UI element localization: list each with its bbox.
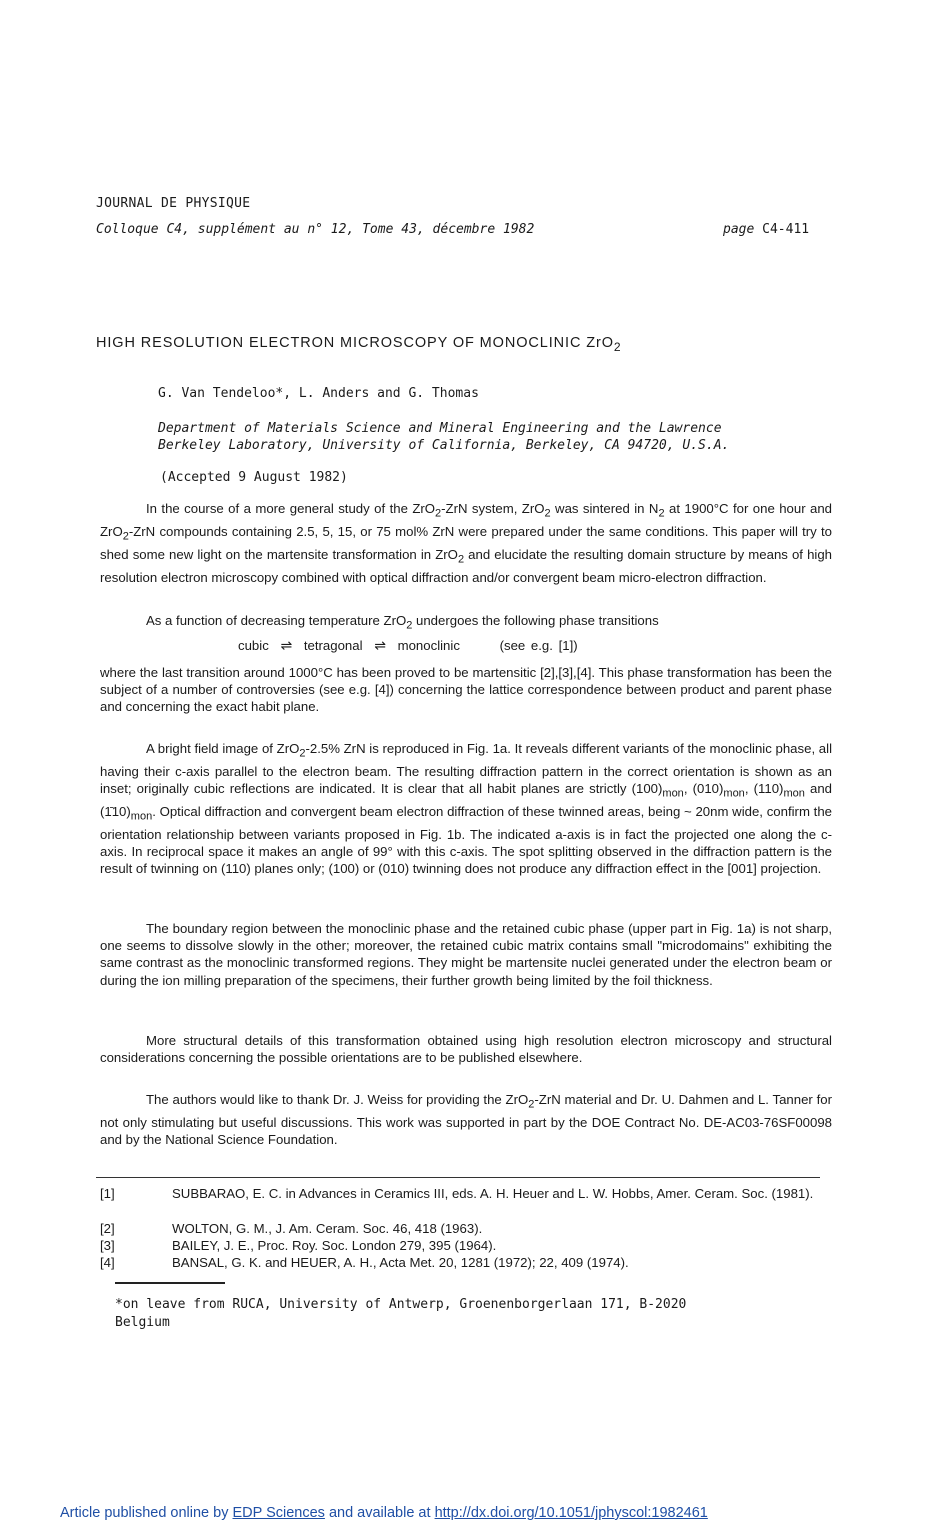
page-number: [723, 222, 809, 237]
phase-transition-line: [238, 637, 578, 654]
paragraph-5: The boundary region between the monoclinic phase and the retained cubic phase (upper part in Fig. 1a) is not sharp, one seems to dissolve slowly in the other; moreover, the retained cubic matrix contains small "microdomains" exhibiting the same contrast as the monoclinic transformed regions. They might be martensite nuclei generated under the electron beam or during the ion milling preparation of the specimens, their further growth being limited by the foil thickness.: [100, 921, 832, 988]
footnote-divider: [115, 1282, 225, 1284]
article-title: [96, 335, 622, 354]
paragraph-2: As a function of decreasing temperature ZrO$_2$ undergoes the following phase transitions: [146, 613, 659, 632]
footnote: [115, 1296, 795, 1332]
phase-monoclinic: monoclinic: [397, 638, 460, 653]
footnote-line-2: Belgium: [115, 1315, 170, 1330]
phase-cubic: cubic: [238, 638, 269, 653]
acknowledgements: The authors would like to thank Dr. J. Weiss for providing the ZrO$_2$-ZrN material and Dr. U. Dahmen and L. Tanner for not only stimulating but useful discussions. This work was supported in part by the DOE Contract No. DE-AC03-76SF00098 and by the National Science Foundation.: [100, 1092, 832, 1148]
page-number-value: C4-411: [762, 222, 810, 237]
paragraph-3: where the last transition around 1000°C has been proved to be martensitic [2],[3],[4]. This phase transformation has been the subject of a number of controversies (see e.g. [4]) concerning the lattice correspondence between product and parent phase and concerning the exact habit plane.: [100, 665, 832, 715]
equilibrium-arrow-icon: ⇌: [280, 637, 293, 653]
equilibrium-arrow-icon: ⇌: [374, 637, 386, 653]
affiliation-line-1: Department of Materials Science and Mineral Engineering and the Lawrence: [158, 421, 722, 436]
publisher-link[interactable]: EDP Sciences: [232, 1505, 325, 1521]
affiliation: [158, 420, 838, 454]
doi-link[interactable]: http://dx.doi.org/10.1051/jphyscol:1982461: [434, 1505, 708, 1521]
publication-notice: Article published online by EDP Sciences and available at http://dx.doi.org/10.1051/jphyscol:1982461: [60, 1505, 708, 1521]
title-text: HIGH RESOLUTION ELECTRON MICROSCOPY OF MONOCLINIC ZrO: [96, 335, 614, 351]
footnote-line-1: *on leave from RUCA, University of Antwerp, Groenenborgerlaan 171, B-2020: [115, 1297, 687, 1312]
journal-name: JOURNAL DE PHYSIQUE: [96, 196, 251, 211]
title-subscript: 2: [613, 339, 622, 354]
paragraph-4: A bright field image of ZrO$_2$-2.5% ZrN is reproduced in Fig. 1a. It reveals different variants of the monoclinic phase, all having their c-axis parallel to the electron beam. The resulting diffraction pattern in the correct orientation is shown as an inset; originally cubic reflections are indicated. It is clear that all habit planes are strictly $(100)_{mon}$, $(010)_{mon}$, $(110)_{mon}$ and $(1̄10)_{mon}$. Optical diffraction and convergent beam electron diffraction of these twinned areas, being ~ 20nm wide, confirm the orientation relationship between variants proposed in Fig. 1b. The indicated a-axis is in fact the projected one along the c-axis. In reciprocal space it makes an angle of 99° with this c-axis. The spot splitting observed in the diffraction pattern is the result of twinning on (110) planes only; (100) or (010) twinning does not produce any diffraction effect in the [001] projection.: [100, 741, 832, 877]
accepted-date: (Accepted 9 August 1982): [160, 470, 348, 485]
page-word: page: [723, 222, 755, 237]
affiliation-line-2: Berkeley Laboratory, University of California, Berkeley, CA 94720, U.S.A.: [158, 438, 730, 453]
authors: G. Van Tendeloo*, L. Anders and G. Thomas: [158, 386, 479, 401]
see-reference: (see e.g. [1]): [499, 638, 578, 653]
references-divider: [96, 1177, 820, 1178]
phase-tetragonal: tetragonal: [303, 638, 363, 653]
paragraph-1: In the course of a more general study of the ZrO$_2$-ZrN system, ZrO$_2$ was sintered in $N_2$ at 1900°C for one hour and ZrO$_2$-ZrN compounds containing 2.5, 5, 15, or 75 mol% ZrN were prepared under the same conditions. This paper will try to shed some new light on the martensite transformation in ZrO$_2$ and elucidate the resulting domain structure by means of high resolution electron microscopy combined with optical diffraction and/or convergent beam micro-electron diffraction.: [100, 501, 833, 585]
paragraph-6: More structural details of this transformation obtained using high resolution electron microscopy and structural considerations concerning the possible orientations are to be published elsewhere.: [100, 1033, 832, 1066]
colloque-line: Colloque C4, supplément au n° 12, Tome 43, décembre 1982: [96, 222, 535, 237]
